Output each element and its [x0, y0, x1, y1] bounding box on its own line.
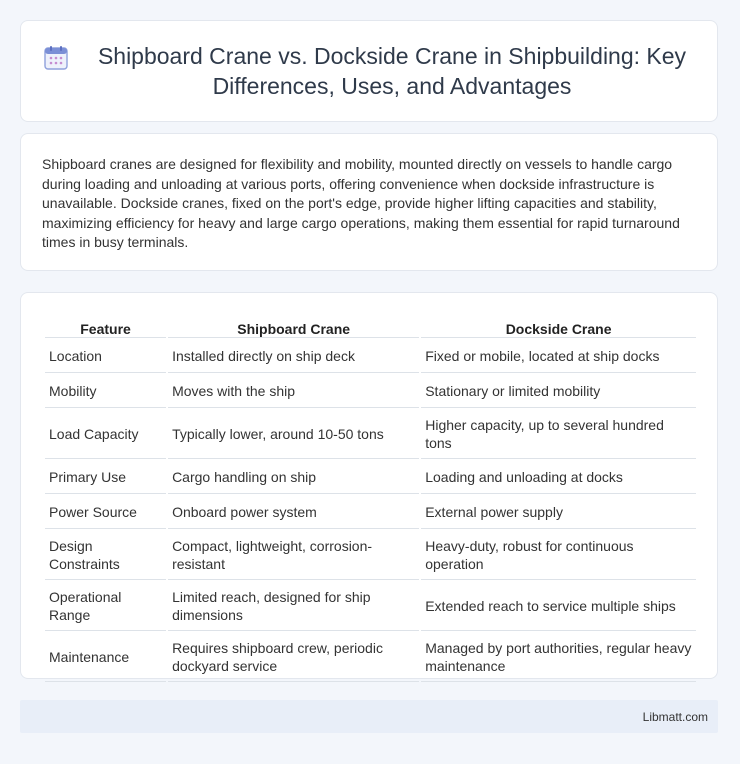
table-row: [45, 410, 696, 459]
dockside-cell: Fixed or mobile, located at ship docks: [421, 340, 696, 373]
table-header-row: [45, 315, 696, 338]
table-row: [45, 461, 696, 494]
dockside-cell: Higher capacity, up to several hundred tons: [421, 410, 696, 459]
feature-cell: Location: [45, 340, 166, 373]
page-title: Shipboard Crane vs. Dockside Crane in Shipbuilding: Key Differences, Uses, and Advantages: [97, 43, 687, 99]
dockside-cell: Stationary or limited mobility: [421, 375, 696, 408]
feature-cell: Maintenance: [45, 633, 166, 682]
title-card: [20, 20, 718, 122]
feature-cell: Primary Use: [45, 461, 166, 494]
shipboard-cell: Moves with the ship: [168, 375, 419, 408]
shipboard-cell: Onboard power system: [168, 496, 419, 529]
shipboard-cell: Installed directly on ship deck: [168, 340, 419, 373]
shipboard-cell: Typically lower, around 10-50 tons: [168, 410, 419, 459]
dockside-cell: External power supply: [421, 496, 696, 529]
table-row: [45, 582, 696, 631]
dockside-cell: Heavy-duty, robust for continuous operation: [421, 531, 696, 580]
feature-cell: Design Constraints: [45, 531, 166, 580]
comparison-table: [43, 313, 698, 684]
shipboard-cell: Requires shipboard crew, periodic dockyard service: [168, 633, 419, 682]
calendar-icon: [43, 45, 69, 71]
shipboard-cell: Cargo handling on ship: [168, 461, 419, 494]
table-row: [45, 531, 696, 580]
dockside-cell: Managed by port authorities, regular heavy maintenance: [421, 633, 696, 682]
intro-paragraph: Shipboard cranes are designed for flexibility and mobility, mounted directly on vessels to handle cargo during loading and unloading at various ports, offering convenience when dockside infrastructure is unavailable. Dockside cranes, fixed on the port's edge, provide higher lifting capacities and stability, maximizing efficiency for heavy and large cargo operations, making them essential for rapid turnaround times in busy terminals.: [42, 156, 680, 251]
intro-card: [20, 133, 718, 271]
table-row: [45, 633, 696, 682]
feature-cell: Operational Range: [45, 582, 166, 631]
shipboard-cell: Compact, lightweight, corrosion-resistant: [168, 531, 419, 580]
table-row: [45, 340, 696, 373]
dockside-cell: Extended reach to service multiple ships: [421, 582, 696, 631]
table-row: [45, 496, 696, 529]
feature-cell: Mobility: [45, 375, 166, 408]
feature-cell: Load Capacity: [45, 410, 166, 459]
footer-brand-link[interactable]: Libmatt.com: [642, 710, 708, 724]
title-wrap: [21, 21, 717, 121]
shipboard-cell: Limited reach, designed for ship dimensions: [168, 582, 419, 631]
column-header-dockside: Dockside Crane: [421, 315, 696, 338]
column-header-shipboard: Shipboard Crane: [168, 315, 419, 338]
footer-bar: [20, 700, 718, 733]
feature-cell: Power Source: [45, 496, 166, 529]
table-row: [45, 375, 696, 408]
comparison-card: [20, 292, 718, 679]
dockside-cell: Loading and unloading at docks: [421, 461, 696, 494]
column-header-feature: Feature: [45, 315, 166, 338]
